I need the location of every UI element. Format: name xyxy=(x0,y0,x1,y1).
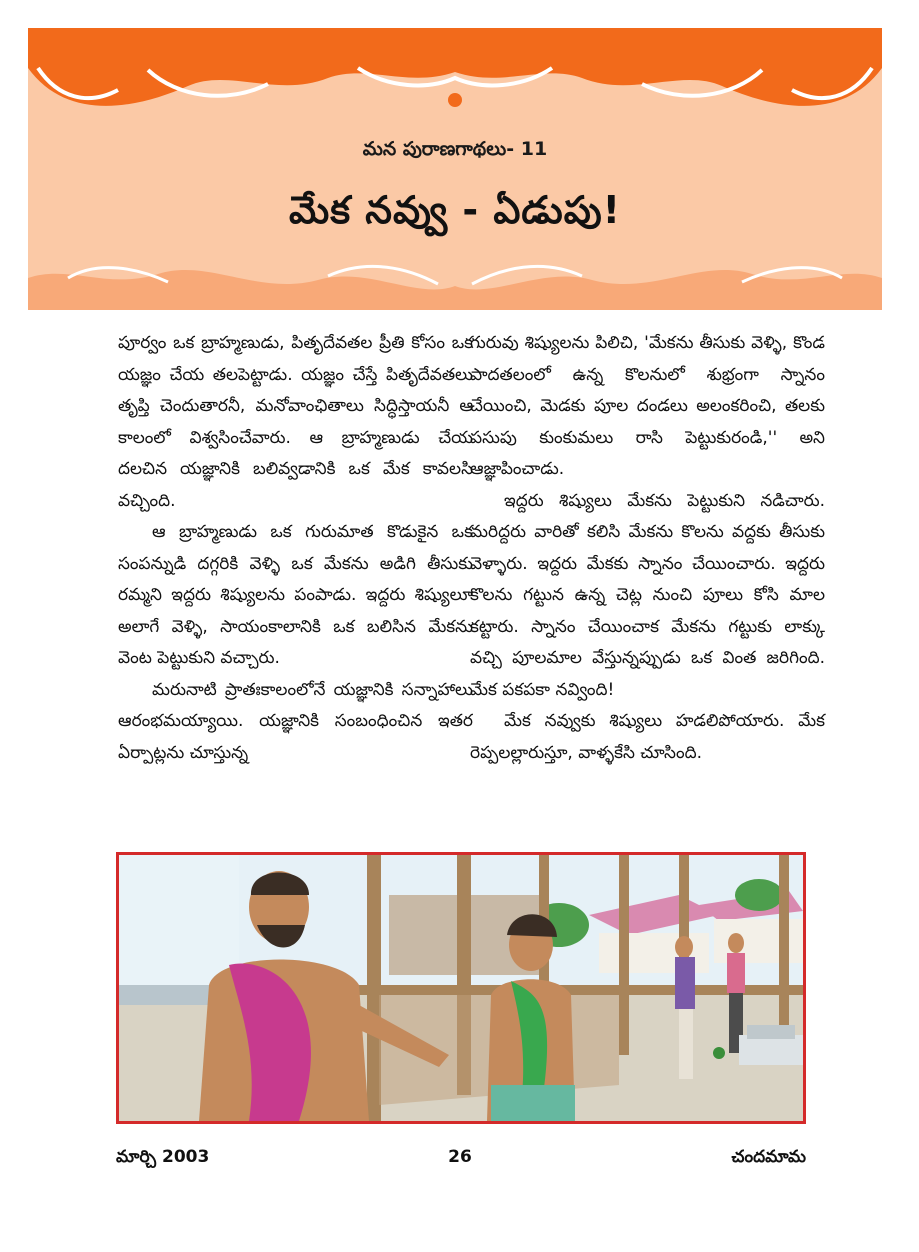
paragraph: మేక నవ్వుకు శిష్యులు హడలిపోయారు. మేక రెప్పలల్లారుస్తూ, వాళ్ళకేసి చూసింది. xyxy=(470,711,825,763)
ornament-frame-icon xyxy=(28,28,882,310)
paragraph: పూర్వం ఒక బ్రాహ్మణుడు, పితృదేవతల ప్రీతి కోసం ఒక యజ్ఞం చేయ తలపెట్టాడు. యజ్ఞం చేస్తే పితృదేవతలు తృప్తి చెందుతారనీ, మనోవాంఛితాలు సిద్ధిస్తాయనీ ఆ కాలంలో విశ్వసించేవారు. ఆ బ్రాహ్మణుడు చేయ దలచిన యజ్ఞానికి బలివ్వడానికి ఒక మేక కావలసి వచ్చింది. xyxy=(118,333,473,511)
paragraph: ఇద్దరు శిష్యులు మేకను పెట్టుకుని నడిచారు. మరిద్దరు వారితో కలిసి మేకను కొలను వద్దకు తీసుకు వెళ్ళారు. ఇద్దరు మేకకు స్నానం చేయించారు. ఇద్దరు కొలను గట్టున ఉన్న చెట్ల నుంచి పూలు కోసి మాల కట్టారు. స్నానం చేయించాక మేకను గట్టుకు లాక్కు వచ్చి పూలమాల వేస్తున్నప్పుడు ఒక వింత జరిగింది. మేక పకపకా నవ్వింది! xyxy=(470,490,825,700)
text-column-left xyxy=(118,328,473,769)
series-label: మన పురాణగాథలు- 11 xyxy=(362,138,548,160)
issue-date: మార్చి 2003 xyxy=(116,1147,210,1167)
paragraph: గురువు శిష్యులను పిలిచి, 'మేకను తీసుకు వెళ్ళి, కొండ పాదతలంలో ఉన్న కొలనులో శుభ్రంగా స్నానం చేయించి, మెడకు పూల దండలు అలంకరించి, తలకు పసుపు కుంకుమలు రాసి పెట్టుకురండి,'' అని ఆజ్ఞాపించాడు. xyxy=(470,333,825,479)
magazine-name: చందమామ xyxy=(731,1147,806,1167)
header-banner xyxy=(28,28,882,310)
illustration-scene-icon xyxy=(119,855,803,1121)
text-column-right xyxy=(470,328,825,769)
paragraph: మరునాటి ప్రాతఃకాలంలోనే యజ్ఞానికి సన్నాహాలు ఆరంభమయ్యాయి. యజ్ఞానికి సంబంధించిన ఇతర ఏర్పాట్లను చూస్తున్న xyxy=(118,679,473,763)
story-illustration xyxy=(116,852,806,1124)
paragraph: ఆ బ్రాహ్మణుడు ఒక గురుమాత కొడుకైన ఒక సంపన్నుడి దగ్గరికి వెళ్ళి ఒక మేకను అడిగి తీసుకు రమ్మని ఇద్దరు శిష్యులను పంపాడు. ఇద్దరు శిష్యులూ అలాగే వెళ్ళి, సాయంకాలానికి ఒక బలిసిన మేకను వెంట పెట్టుకుని వచ్చారు. xyxy=(118,522,473,668)
page-number: 26 xyxy=(448,1147,472,1167)
story-title: మేక నవ్వు - ఏడుపు! xyxy=(289,188,621,232)
